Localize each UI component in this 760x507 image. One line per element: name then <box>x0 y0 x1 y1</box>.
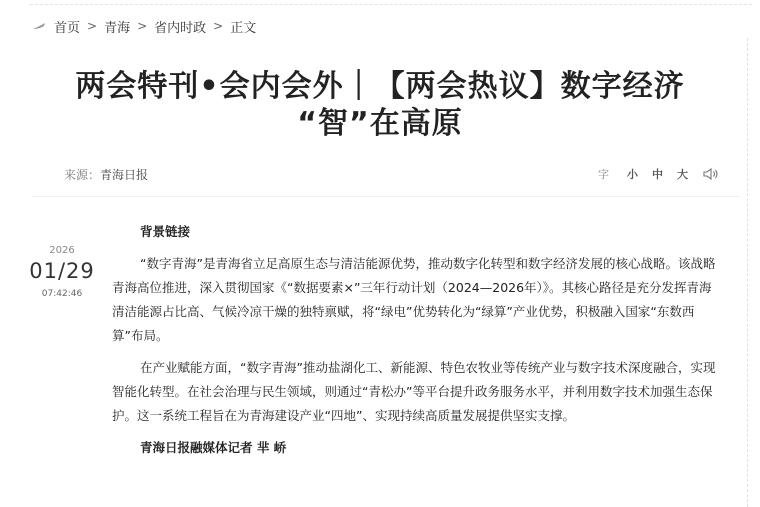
breadcrumb-separator: > <box>137 19 148 33</box>
source-label: 来源： <box>64 167 101 182</box>
breadcrumb-item-current: 正文 <box>230 20 257 36</box>
font-size-label: 字 <box>598 168 609 181</box>
publish-date <box>28 244 96 301</box>
top-divider <box>30 4 752 5</box>
breadcrumb-item-provincial-politics[interactable]: 省内时政 <box>154 20 207 36</box>
breadcrumb-separator: > <box>87 19 98 33</box>
byline: 青海日报融媒体记者 芈 峤 <box>140 440 287 455</box>
section-heading: 背景链接 <box>140 224 191 239</box>
paragraph: 在产业赋能方面，“数字青海”推动盐湖化工、新能源、特色农牧业等传统产业与数字技术深度融合，实现智能化转型。在社会治理与民生领域，则通过“青松办”等平台提升政务服务水平，并利用数字技术加强生态保护。这一系统工程旨在为青海建设产业“四地”、实现持续高质量发展提供坚实支撑。 <box>112 360 716 423</box>
breadcrumb-item-home[interactable]: 首页 <box>54 20 81 36</box>
publish-year: 2026 <box>49 245 75 256</box>
article-meta <box>64 164 720 184</box>
font-size-medium-button[interactable]: 中 <box>652 168 663 181</box>
source-value[interactable]: 青海日报 <box>100 167 149 182</box>
speaker-icon[interactable] <box>702 167 720 181</box>
article-title-line1: 两会特刊•会内会外｜【两会热议】数字经济 <box>75 69 685 104</box>
font-size-small-button[interactable]: 小 <box>627 168 638 181</box>
font-size-large-button[interactable]: 大 <box>677 168 688 181</box>
article-title <box>40 68 720 142</box>
breadcrumb-home-icon <box>32 21 46 31</box>
font-size-control <box>598 166 720 182</box>
publish-month-day: 01/29 <box>29 259 95 283</box>
content-right-border <box>747 38 748 507</box>
paragraph: “数字青海”是青海省立足高原生态与清洁能源优势，推动数字化转型和数字经济发展的核心战略。该战略青海高位推进，深入贯彻国家《“数据要素×”三年行动计划（2024—2026年）》。其核心路径是充分发挥青海清洁能源占比高、气候冷凉干燥的独特禀赋，将“绿电”优势转化为“绿算”产业优势，积极融入国家“东数西算”布局。 <box>112 256 716 343</box>
article-body <box>112 222 722 460</box>
meta-divider <box>32 196 740 197</box>
publish-time: 07:42:46 <box>41 289 83 299</box>
breadcrumb <box>32 16 256 36</box>
article-title-line2: “智”在高原 <box>297 106 463 141</box>
breadcrumb-item-qinghai[interactable]: 青海 <box>104 20 131 36</box>
breadcrumb-separator: > <box>213 19 224 33</box>
